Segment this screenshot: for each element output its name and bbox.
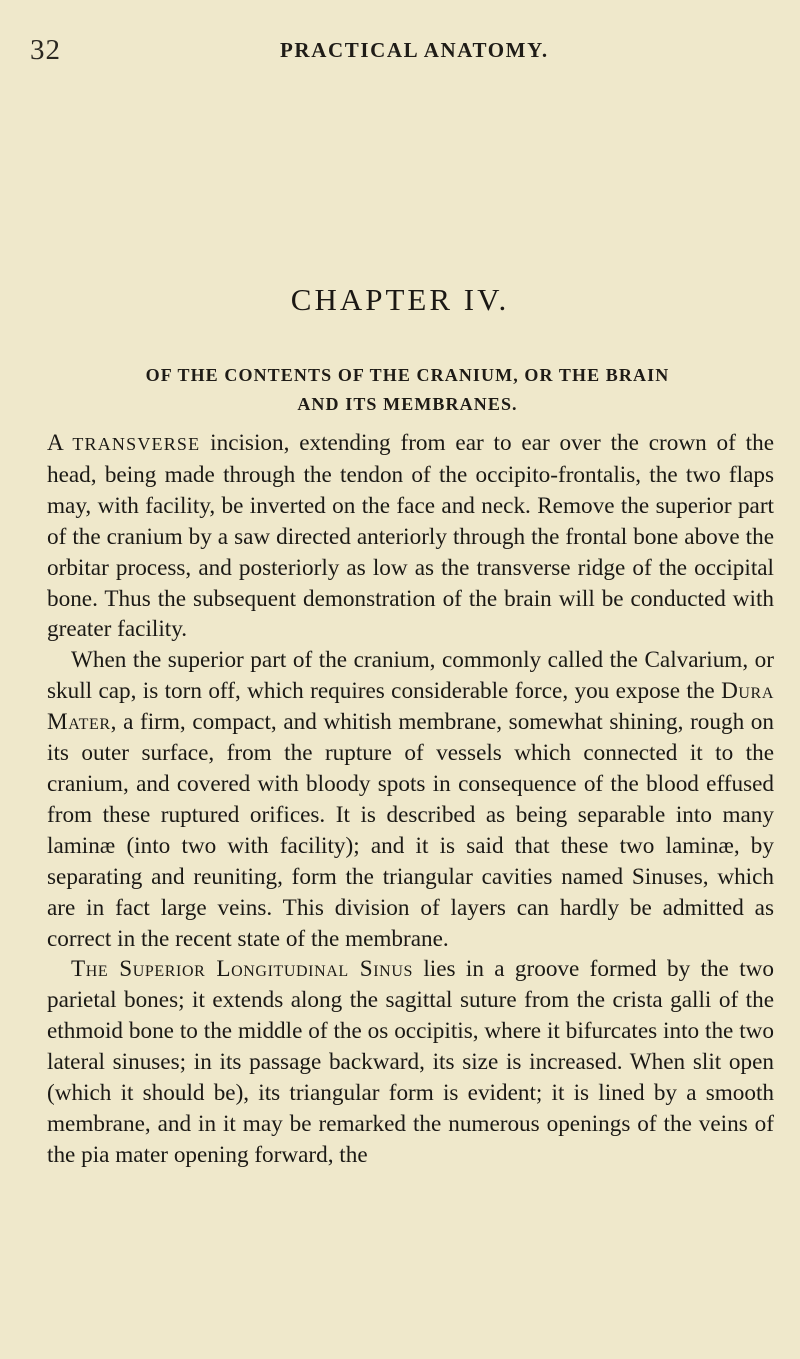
page-number: 32 (30, 34, 61, 66)
chapter-subtitle (40, 361, 775, 419)
paragraph-1 (47, 428, 774, 645)
running-header (0, 34, 800, 70)
body-text (47, 428, 774, 1171)
term-dura-mater: Dura Mater (47, 678, 774, 736)
chapter-title: CHAPTER IV. (290, 282, 510, 317)
chapter-subtitle-line-1: OF THE CONTENTS OF THE CRANIUM, OR THE BRAIN (145, 365, 670, 385)
running-title: PRACTICAL ANATOMY. (280, 38, 549, 62)
chapter-subtitle-line-2: AND ITS MEMBRANES. (297, 394, 518, 414)
paragraph-1-lead-word: TRANSVERSE (72, 434, 201, 454)
paragraph-1-text: incision, extending from ear to ear over the crown of the head, being made through the tendon of the occipito-frontalis, the two flaps may, with facility, be inverted on the face and neck. Remove the superior part of the cranium by a saw directed anteriorly through the frontal bone above the orbitar process, and posteriorly as low as the transverse ridge of the occipital bone. Thus the subsequent demonstration of the brain will be conducted with greater facility. (47, 430, 775, 643)
paragraph-2-text-after: , a firm, compact, and whitish membrane, somewhat shining, rough on its outer surface, from the rupture of vessels which connected it to the cranium, and covered with bloody spots in consequence of the blood effused from these ruptured orifices. It is described as being separable into many laminæ (into two with facility); and it is said that these two laminæ, by separating and reuniting, form the triangular cavities named Sinuses, which are in fact large veins. This division of layers can hardly be admitted as correct in the recent state of the membrane. (47, 709, 774, 952)
paragraph-1-initial: A (47, 430, 63, 456)
paragraph-2-text-before: When the superior part of the cranium, commonly called the Calvarium, or skull cap, is torn off, which requires considerable force, you expose the (47, 647, 774, 705)
term-superior-longitudinal-sinus: The Superior Longitudinal Sinus (71, 956, 413, 983)
paragraph-2 (47, 645, 774, 954)
paragraph-3-text: lies in a groove formed by the two parietal bones; it extends along the sagittal suture from the crista galli of the ethmoid bone to the middle of the os occipitis, where it bifurcates into the two lateral sinuses; in its passage backward, its size is increased. When slit open (which it should be), its triangular form is evident; it is lined by a smooth membrane, and in it may be remarked the numerous openings of the veins of the pia mater opening forward, the (47, 956, 774, 1168)
paragraph-3 (47, 954, 774, 1170)
